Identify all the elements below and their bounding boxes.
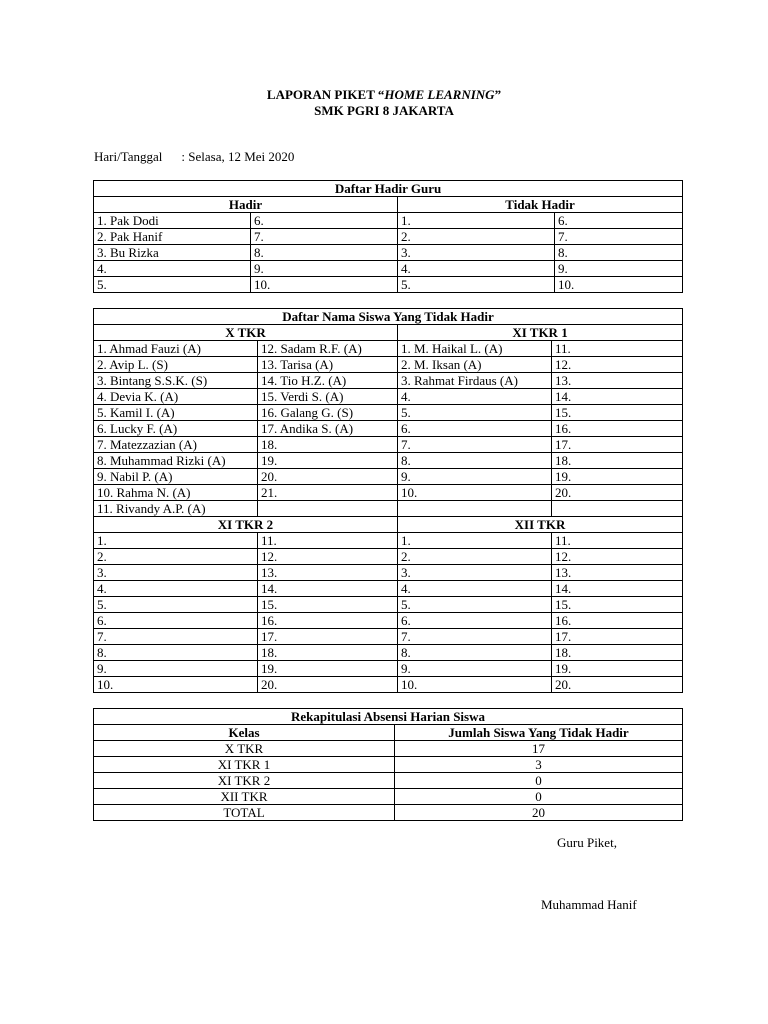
table-row [94, 421, 683, 437]
table-cell: 8. [398, 645, 552, 661]
table-cell: 14. [258, 581, 398, 597]
table-cell: 8. Muhammad Rizki (A) [94, 453, 258, 469]
table-cell: 10. [398, 485, 552, 501]
table-cell: 13. [258, 565, 398, 581]
table-cell: 7. Matezzazian (A) [94, 437, 258, 453]
table-row [94, 485, 683, 501]
table-cell: 13. [552, 373, 683, 389]
table-row [94, 805, 683, 821]
table-cell: 1. Ahmad Fauzi (A) [94, 341, 258, 357]
table-cell: 14. [552, 389, 683, 405]
table-row [94, 645, 683, 661]
table-cell: 4. [398, 389, 552, 405]
table-cell: 19. [552, 661, 683, 677]
table-row [94, 629, 683, 645]
class-column-header: Kelas [94, 725, 395, 741]
absent-students-table [93, 308, 683, 693]
table-cell: 3. Bu Rizka [94, 245, 251, 261]
count-cell: 20 [395, 805, 683, 821]
table-title-row [94, 709, 683, 725]
table-row [94, 773, 683, 789]
table-cell: 5. [94, 597, 258, 613]
table-cell: 9. [398, 661, 552, 677]
class-header-left: XI TKR 2 [94, 517, 398, 533]
table-cell: 4. [94, 581, 258, 597]
table-cell: 1. [94, 533, 258, 549]
present-header: Hadir [94, 197, 398, 213]
table-cell: 17. Andika S. (A) [258, 421, 398, 437]
table-cell: 9. [555, 261, 683, 277]
table-cell: 7. [555, 229, 683, 245]
table-cell: 2. Pak Hanif [94, 229, 251, 245]
table-cell: 19. [552, 469, 683, 485]
table-row [94, 533, 683, 549]
table-cell: 7. [398, 437, 552, 453]
absent-header: Tidak Hadir [398, 197, 683, 213]
table-row [94, 341, 683, 357]
date-label: Hari/Tanggal [94, 149, 163, 164]
table-cell: 8. [251, 245, 398, 261]
class-cell: TOTAL [94, 805, 395, 821]
count-cell: 0 [395, 789, 683, 805]
teacher-table-title: Daftar Hadir Guru [94, 181, 683, 197]
table-cell: 3. Rahmat Firdaus (A) [398, 373, 552, 389]
table-cell: 10. [398, 677, 552, 693]
table-cell: 18. [258, 437, 398, 453]
table-cell: 20. [258, 677, 398, 693]
table-cell: 13. [552, 565, 683, 581]
table-row [94, 549, 683, 565]
table-cell: 1. M. Haikal L. (A) [398, 341, 552, 357]
table-cell: 15. [258, 597, 398, 613]
school-name: SMK PGRI 8 JAKARTA [314, 103, 454, 118]
table-row [94, 261, 683, 277]
count-cell: 17 [395, 741, 683, 757]
table-header-row [94, 197, 683, 213]
class-header-right: XII TKR [398, 517, 683, 533]
table-cell: 7. [94, 629, 258, 645]
table-cell: 20. [552, 677, 683, 693]
table-cell: 4. Devia K. (A) [94, 389, 258, 405]
table-cell [258, 501, 398, 517]
table-cell: 9. [251, 261, 398, 277]
table-cell: 8. [398, 453, 552, 469]
table-row [94, 453, 683, 469]
table-cell: 16. [552, 421, 683, 437]
table-cell: 6. [251, 213, 398, 229]
table-cell: 2. [398, 549, 552, 565]
table-cell: 9. [94, 661, 258, 677]
table-cell: 4. [94, 261, 251, 277]
count-cell: 0 [395, 773, 683, 789]
table-row [94, 229, 683, 245]
absent-count-column-header: Jumlah Siswa Yang Tidak Hadir [395, 725, 683, 741]
table-row [94, 245, 683, 261]
table-cell: 10. [555, 277, 683, 293]
table-cell: 17. [552, 629, 683, 645]
table-cell: 14. Tio H.Z. (A) [258, 373, 398, 389]
table-row [94, 789, 683, 805]
table-cell: 7. [251, 229, 398, 245]
table-cell [552, 501, 683, 517]
recap-table-title: Rekapitulasi Absensi Harian Siswa [94, 709, 683, 725]
table-cell: 16. Galang G. (S) [258, 405, 398, 421]
table-row [94, 677, 683, 693]
table-row [94, 757, 683, 773]
table-cell: 2. Avip L. (S) [94, 357, 258, 373]
report-title [0, 87, 768, 103]
table-cell: 12. [552, 549, 683, 565]
teacher-attendance-table [93, 180, 683, 293]
table-cell: 15. Verdi S. (A) [258, 389, 398, 405]
table-cell: 8. [94, 645, 258, 661]
table-cell: 18. [552, 453, 683, 469]
table-cell: 18. [552, 645, 683, 661]
table-row [94, 613, 683, 629]
table-cell: 6. [398, 613, 552, 629]
table-cell: 5. [94, 277, 251, 293]
table-cell: 1. [398, 213, 555, 229]
table-cell: 16. [258, 613, 398, 629]
table-cell: 9. [398, 469, 552, 485]
table-row [94, 389, 683, 405]
table-cell: 14. [552, 581, 683, 597]
table-cell: 15. [552, 597, 683, 613]
table-cell: 9. Nabil P. (A) [94, 469, 258, 485]
table-row [94, 277, 683, 293]
table-cell: 10. [251, 277, 398, 293]
table-row [94, 581, 683, 597]
table-cell: 6. [398, 421, 552, 437]
table-cell: 10. Rahma N. (A) [94, 485, 258, 501]
table-row [94, 357, 683, 373]
table-cell: 2. M. Iksan (A) [398, 357, 552, 373]
class-header-left: X TKR [94, 325, 398, 341]
students-table-title: Daftar Nama Siswa Yang Tidak Hadir [94, 309, 683, 325]
attendance-recap-table [93, 708, 683, 821]
date-value: : Selasa, 12 Mei 2020 [181, 149, 295, 164]
table-cell: 12. [258, 549, 398, 565]
table-row [94, 565, 683, 581]
table-cell: 2. [398, 229, 555, 245]
table-cell: 11. [552, 533, 683, 549]
class-header-right: XI TKR 1 [398, 325, 683, 341]
table-cell: 16. [552, 613, 683, 629]
class-cell: XI TKR 2 [94, 773, 395, 789]
table-cell: 20. [552, 485, 683, 501]
table-cell: 5. [398, 405, 552, 421]
table-cell: 10. [94, 677, 258, 693]
class-header-row [94, 517, 683, 533]
table-cell: 3. Bintang S.S.K. (S) [94, 373, 258, 389]
table-title-row [94, 181, 683, 197]
table-cell: 5. [398, 277, 555, 293]
table-row [94, 373, 683, 389]
table-cell: 3. [398, 565, 552, 581]
table-cell: 15. [552, 405, 683, 421]
table-row [94, 437, 683, 453]
table-row [94, 597, 683, 613]
table-cell: 5. [398, 597, 552, 613]
table-cell: 20. [258, 469, 398, 485]
table-cell: 3. [398, 245, 555, 261]
table-cell: 19. [258, 453, 398, 469]
table-row [94, 741, 683, 757]
table-row [94, 405, 683, 421]
table-cell: 6. Lucky F. (A) [94, 421, 258, 437]
class-cell: X TKR [94, 741, 395, 757]
table-cell: 11. [552, 341, 683, 357]
report-title-prefix: LAPORAN PIKET “ [266, 87, 385, 102]
count-cell: 3 [395, 757, 683, 773]
table-cell: 3. [94, 565, 258, 581]
table-cell: 1. Pak Dodi [94, 213, 251, 229]
signature-name: Muhammad Hanif [541, 897, 637, 912]
table-cell: 12. Sadam R.F. (A) [258, 341, 398, 357]
table-title-row [94, 309, 683, 325]
table-cell: 2. [94, 549, 258, 565]
table-cell: 17. [258, 629, 398, 645]
table-row [94, 661, 683, 677]
table-cell [398, 501, 552, 517]
table-cell: 6. [94, 613, 258, 629]
table-header-row [94, 725, 683, 741]
table-cell: 13. Tarisa (A) [258, 357, 398, 373]
table-cell: 4. [398, 581, 552, 597]
table-cell: 19. [258, 661, 398, 677]
table-cell: 17. [552, 437, 683, 453]
report-title-italic: HOME LEARNING [384, 87, 495, 102]
table-cell: 1. [398, 533, 552, 549]
table-row [94, 213, 683, 229]
report-title-suffix: ” [494, 87, 502, 102]
table-cell: 8. [555, 245, 683, 261]
signature-role: Guru Piket, [557, 835, 617, 850]
table-row [94, 501, 683, 517]
table-cell: 11. Rivandy A.P. (A) [94, 501, 258, 517]
table-cell: 11. [258, 533, 398, 549]
class-cell: XI TKR 1 [94, 757, 395, 773]
table-cell: 12. [552, 357, 683, 373]
class-cell: XII TKR [94, 789, 395, 805]
table-cell: 21. [258, 485, 398, 501]
table-cell: 5. Kamil I. (A) [94, 405, 258, 421]
date-row [94, 149, 294, 165]
table-cell: 6. [555, 213, 683, 229]
class-header-row [94, 325, 683, 341]
table-row [94, 469, 683, 485]
table-cell: 7. [398, 629, 552, 645]
table-cell: 4. [398, 261, 555, 277]
table-cell: 18. [258, 645, 398, 661]
